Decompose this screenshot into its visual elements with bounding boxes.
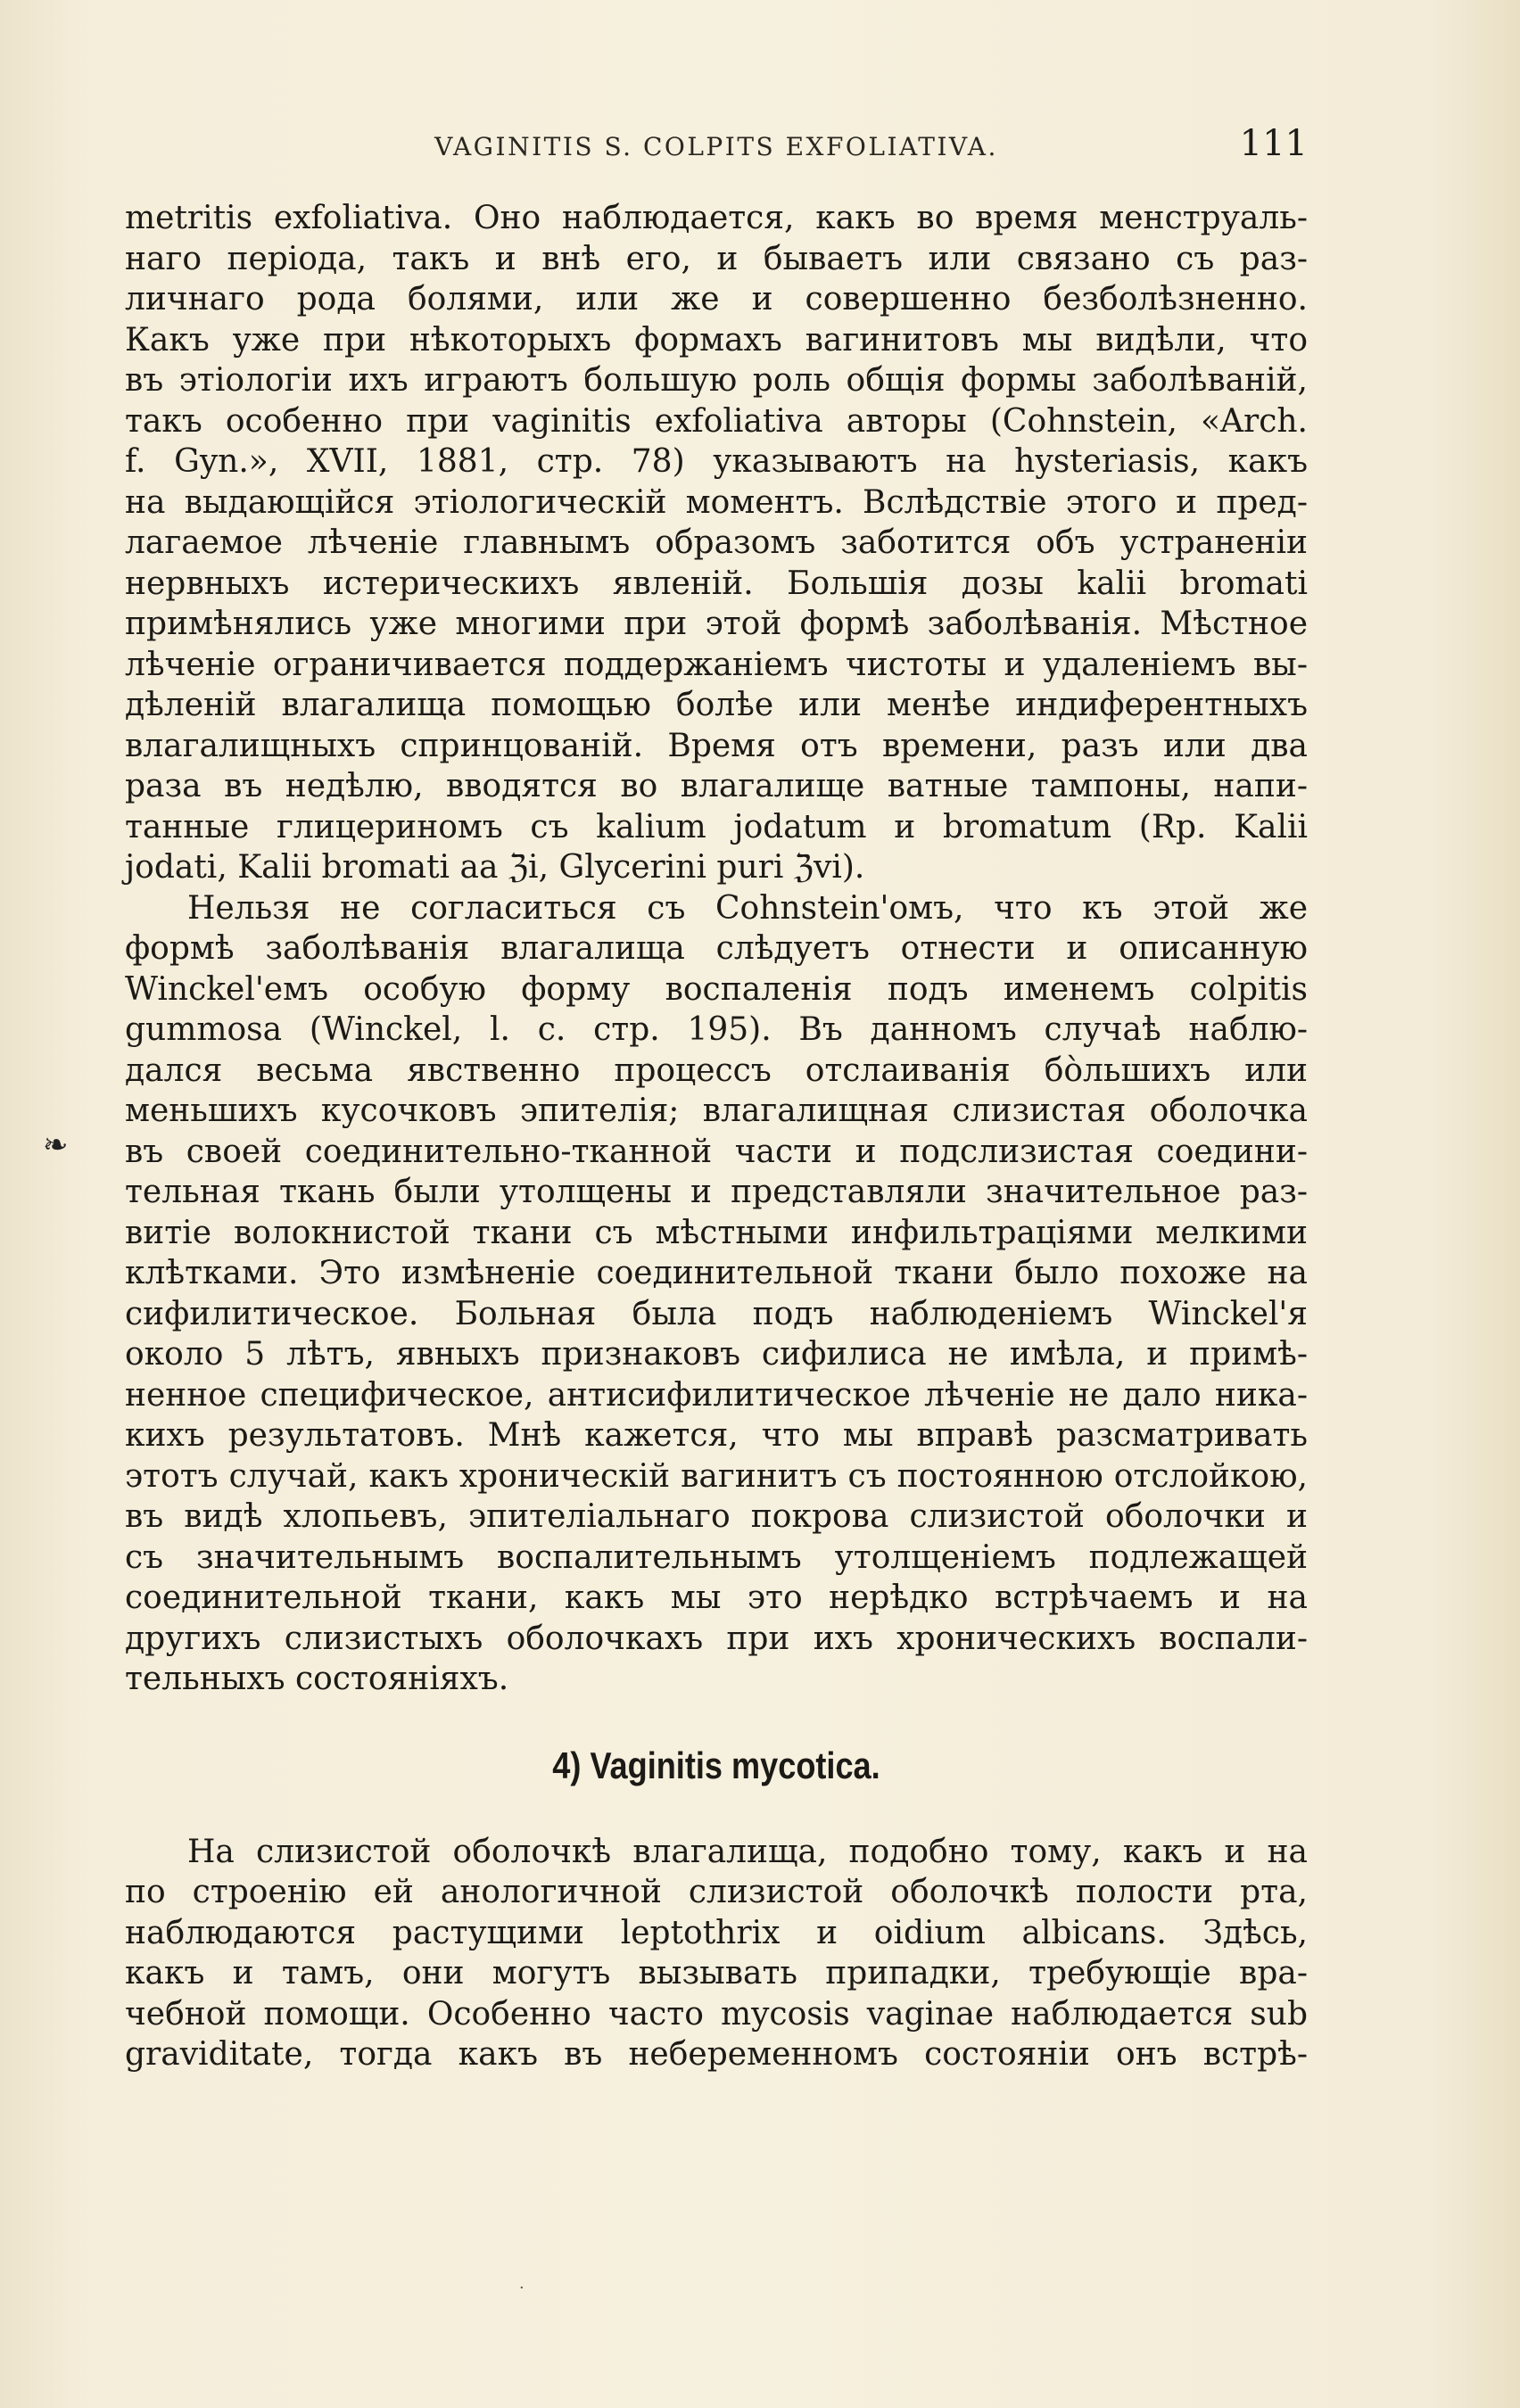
text-line: по строенію ей анологичной слизистой оболочкѣ полости рта, [125,1874,1308,1910]
text-line: тельныхъ состояніяхъ. [125,1661,509,1697]
text-line: metritis exfoliativa. Оно наблюдается, какъ во время менструаль- [125,200,1308,236]
text-line: въ своей соединительно-тканной части и подслизистая соедини- [125,1133,1308,1170]
text-line: ненное специфическое, антисифилитическое лѣченіе не дало ника- [125,1376,1308,1414]
page-number: 111 [1239,123,1308,164]
text-line: примѣнялись уже многими при этой формѣ заболѣванія. Мѣстное [125,606,1308,642]
text-line: наблюдаются растущими leptothrix и oidium albicans. Здѣсь, [125,1914,1308,1951]
text-line: сифилитическое. Больная была подъ наблюденіемъ Winckel'я [125,1295,1308,1332]
text-line: такъ особенно при vaginitis exfoliativa авторы (Cohnstein, «Arch. [125,402,1308,440]
text-line: лагаемое лѣченіе главнымъ образомъ заботится объ устраненіи [125,524,1308,561]
text-line: личнаго рода болями, или же и совершенно безболѣзненно. [125,281,1308,317]
text-line: нервныхъ истерическихъ явленій. Большія дозы kalii bromati [125,565,1308,602]
margin-mark: ❧ [43,1127,69,1163]
text-line: graviditate, тогда какъ въ небеременномъ состояніи онъ встрѣ- [125,2036,1308,2073]
running-head: VAGINITIS S. COLPITS EXFOLIATIVA. [434,132,998,161]
text-line: формѣ заболѣванія влагалища слѣдуетъ отнести и описанную [125,930,1308,967]
section-heading: 4) Vaginitis mycotica. [552,1744,880,1786]
text-line: какъ и тамъ, они могутъ вызывать припадки, требующіе вра- [125,1955,1308,1992]
text-line: тельная ткань были утолщены и представляли значительное раз- [125,1174,1308,1210]
text-line: съ значительнымъ воспалительнымъ утолщеніемъ подлежащей [125,1538,1308,1576]
text-line: влагалищныхъ спринцованій. Время отъ времени, разъ или два [125,727,1308,764]
text-line: витіе волокнистой ткани съ мѣстными инфильтраціями мелкими [125,1214,1308,1251]
text-line: въ видѣ хлопьевъ, эпителіальнаго покрова слизистой оболочки и [125,1498,1308,1535]
text-line: jodati, Kalii bromati aa ℨi, Glycerini puri ℨvi). [125,849,865,886]
text-line: наго періода, такъ и внѣ его, и бываетъ или связано съ раз- [125,240,1308,277]
ink-speck: · [519,2279,525,2297]
text-line: кихъ результатовъ. Мнѣ кажется, что мы вправѣ разсматривать [125,1417,1308,1454]
text-line: дался весьма явственно процессъ отслаиванія бо̀льшихъ или [125,1051,1308,1089]
text-line: клѣтками. Это измѣненіе соединительной ткани было похоже на [125,1255,1308,1291]
text-line: танные глицериномъ съ kalium jodatum и bromatum (Rp. Kalii [125,808,1308,845]
text-line: въ этіологіи ихъ играютъ большую роль общія формы заболѣваній, [125,362,1308,399]
text-line: этотъ случай, какъ хроническій вагинитъ съ постоянною отслойкою, [125,1457,1308,1495]
text-line: меньшихъ кусочковъ эпителія; влагалищная слизистая оболочка [125,1093,1308,1129]
text-line: около 5 лѣтъ, явныхъ признаковъ сифилиса не имѣла, и примѣ- [125,1336,1308,1373]
text-line: gummosa (Winckel, l. c. стр. 195). Въ данномъ случаѣ наблю- [125,1011,1308,1048]
body-text [125,198,1308,2075]
text-line: Winckel'емъ особую форму воспаленія подъ именемъ colpitis [125,970,1308,1008]
text-line: f. Gyn.», XVII, 1881, стр. 78) указываютъ на hysteriasis, какъ [125,443,1308,480]
paragraph-2 [125,888,1308,1700]
text-line: лѣченіе ограничивается поддержаніемъ чистоты и удаленіемъ вы- [125,646,1308,683]
text-line: на выдающійся этіологическій моментъ. Вслѣдствіе этого и пред- [125,483,1308,521]
text-line: соединительной ткани, какъ мы это нерѣдко встрѣчаемъ и на [125,1579,1308,1616]
text-line: Какъ уже при нѣкоторыхъ формахъ вагинитовъ мы видѣли, что [125,321,1308,359]
text-line: раза въ недѣлю, вводятся во влагалище ватные тампоны, напи- [125,768,1308,804]
text-line: другихъ слизистыхъ оболочкахъ при ихъ хроническихъ воспали- [125,1620,1308,1657]
text-line: На слизистой оболочкѣ влагалища, подобно тому, какъ и на [187,1833,1308,1870]
text-line: Нельзя не согласиться съ Cohnstein'омъ, что къ этой же [187,889,1308,927]
text-line: дѣленій влагалища помощью болѣе или менѣе индиферентныхъ [125,687,1308,723]
paragraph-1 [125,198,1308,888]
page-header [125,123,1308,177]
paragraph-3 [125,1832,1308,2075]
text-line: чебной помощи. Особенно часто mycosis vaginae наблюдается sub [125,1995,1308,2033]
